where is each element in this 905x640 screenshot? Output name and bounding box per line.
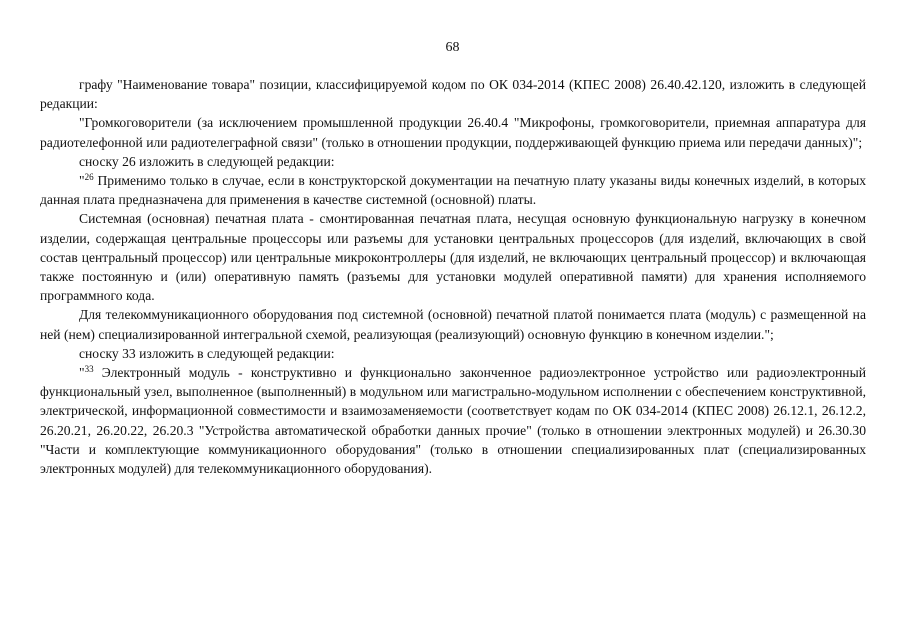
open-quote: " [79, 365, 85, 381]
paragraph [40, 75, 866, 113]
document-body [40, 75, 866, 478]
paragraph [40, 152, 866, 171]
paragraph [40, 113, 866, 151]
paragraph-text: "Громкоговорители (за исключением промышленной продукции 26.40.4 "Микрофоны, громкоговорители, приемная аппаратура для радиотелефонной или радиотелеграфной связи" (только в отношении продукции, поддерживающей функцию приема или передачи данных)"; [40, 115, 866, 150]
paragraph-text: Системная (основная) печатная плата - смонтированная печатная плата, несущая основную функциональную нагрузку в конечном изделии, содержащая центральные процессоры или разъемы для установки центральных процессоров (для изделий, включающих в свой состав центральный процессор) или центральные микроконтроллеры (для изделий, не включающих центральный процессор) и включающая также постоянную и (или) оперативную память (разъемы для установки модулей оперативной памяти) для хранения исполняемого программного кода. [40, 211, 866, 304]
paragraph [40, 209, 866, 305]
paragraph-text: Для телекоммуникационного оборудования под системной (основной) печатной платой понимается плата (модуль) с размещенной на ней (нем) специализированной интегральной схемой, реализующая (реализующий) основную функцию в конечном изделии."; [40, 307, 866, 342]
page-number: 68 [445, 40, 460, 55]
paragraph-text: графу "Наименование товара" позиции, классифицируемой кодом по ОК 034-2014 (КПЕС 2008) 26.40.42.120, изложить в следующей редакции: [40, 77, 866, 112]
footnote-paragraph [40, 363, 866, 478]
paragraph [40, 305, 866, 343]
footnote-marker: 26 [84, 172, 94, 183]
paragraph-text: Электронный модуль - конструктивно и функционально законченное радиоэлектронное устройство или радиоэлектронный функциональный узел, выполненное (выполненный) в модульном или магистрально-модульном исполнении с обеспечением конструктивной, электрической, информационной совместимости и взаимозаменяемости (соответствует кодам по ОК 034-2014 (КПЕС 2008) 26.12.1, 26.12.2, 26.20.21, 26.20.22, 26.20.3 "Устройства автоматической обработки данных прочие" (только в отношении электронных модулей) и 26.30.30 "Части и комплектующие коммуникационного оборудования" (только в отношении специализированных плат (специализированных электронных модулей) для телекоммуникационного оборудования). [40, 365, 866, 477]
open-quote: " [79, 173, 85, 189]
paragraph-text: сноску 26 изложить в следующей редакции: [79, 153, 335, 169]
paragraph-text: Применимо только в случае, если в конструкторской документации на печатную плату указаны виды конечных изделий, в которых данная плата предназначена для применения в качестве системной (основной) платы. [40, 173, 866, 208]
footnote-marker: 33 [84, 364, 94, 375]
paragraph [40, 344, 866, 363]
footnote-paragraph [40, 171, 866, 209]
paragraph-text: сноску 33 изложить в следующей редакции: [79, 345, 335, 361]
